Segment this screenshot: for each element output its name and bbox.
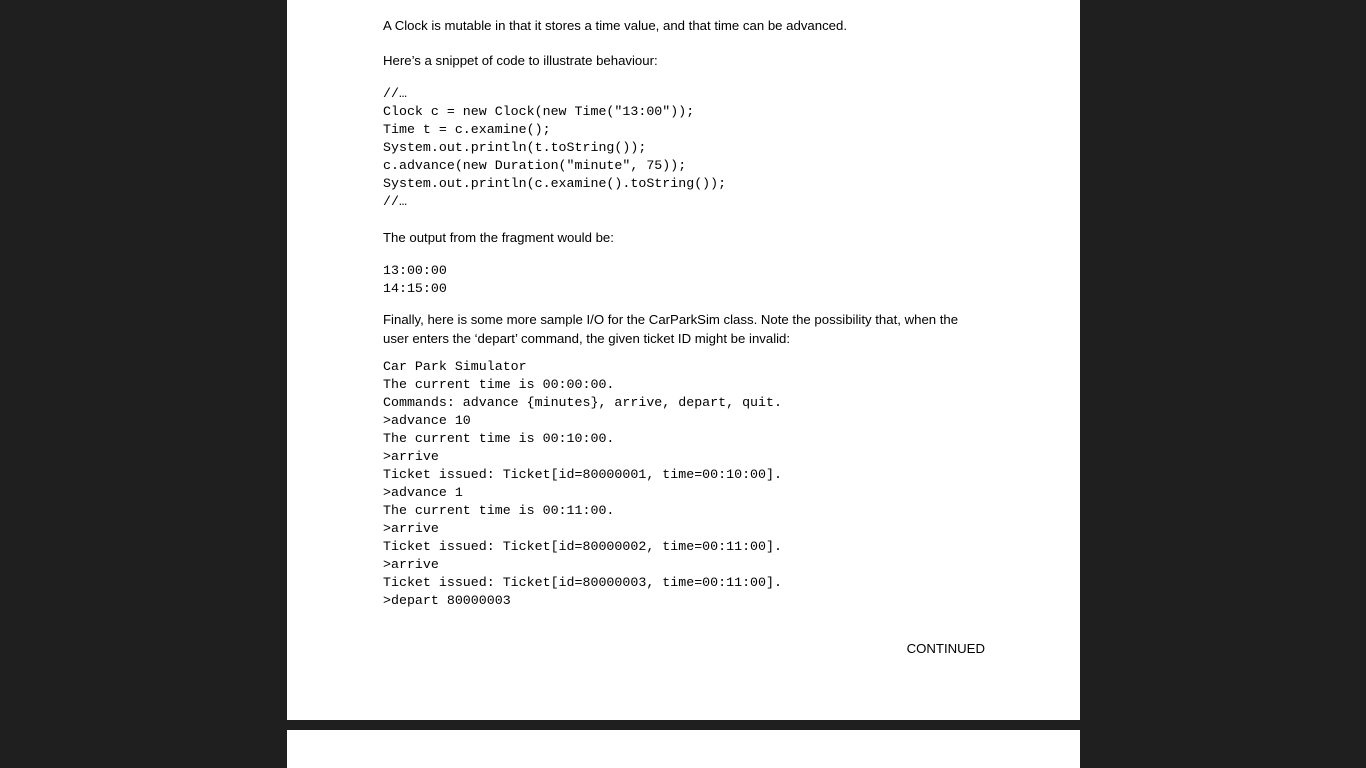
sample-io-line: >advance 1 [383,485,463,500]
sample-io-line: Ticket issued: Ticket[id=80000001, time=00:10:00]. [383,467,782,482]
sample-io-line: The current time is 00:11:00. [383,503,615,518]
sample-io-line: The current time is 00:00:00. [383,377,615,392]
sample-io-line: The current time is 00:10:00. [383,431,615,446]
intro-paragraph: A Clock is mutable in that it stores a time value, and that time can be advanced. [383,18,848,33]
code-line: c.advance(new Duration("minute", 75)); [383,158,687,173]
sample-io-line: Ticket issued: Ticket[id=80000003, time=00:11:00]. [383,575,782,590]
sample-io-line: >arrive [383,449,439,464]
code-line: System.out.println(t.toString()); [383,140,647,155]
sample-io-line: >advance 10 [383,413,471,428]
next-document-page [287,730,1080,768]
final-paragraph-line-2: user enters the ‘depart’ command, the given ticket ID might be invalid: [383,331,791,346]
code-snippet [383,85,985,211]
code-line: Time t = c.examine(); [383,122,551,137]
sample-io-line: Ticket issued: Ticket[id=80000002, time=00:11:00]. [383,539,782,554]
continued-label: CONTINUED [906,641,985,656]
code-line: //… [383,86,407,101]
final-paragraph-line-1: Finally, here is some more sample I/O for the CarParkSim class. Note the possibility that, when the [383,312,959,327]
output-line: 13:00:00 [383,263,447,278]
code-line: Clock c = new Clock(new Time("13:00")); [383,104,695,119]
sample-io-line: >depart 80000003 [383,593,511,608]
code-line: System.out.println(c.examine().toString()); [383,176,727,191]
sample-io-block [383,358,985,610]
output-block [383,262,985,298]
sample-io-line: >arrive [383,521,439,536]
document-page [287,0,1080,720]
sample-io-line: Commands: advance {minutes}, arrive, depart, quit. [383,395,782,410]
output-intro-paragraph: The output from the fragment would be: [383,230,614,245]
snippet-intro-paragraph: Here’s a snippet of code to illustrate behaviour: [383,53,658,68]
sample-io-line: >arrive [383,557,439,572]
output-line: 14:15:00 [383,281,447,296]
sample-io-line: Car Park Simulator [383,359,527,374]
code-line: //… [383,194,407,209]
